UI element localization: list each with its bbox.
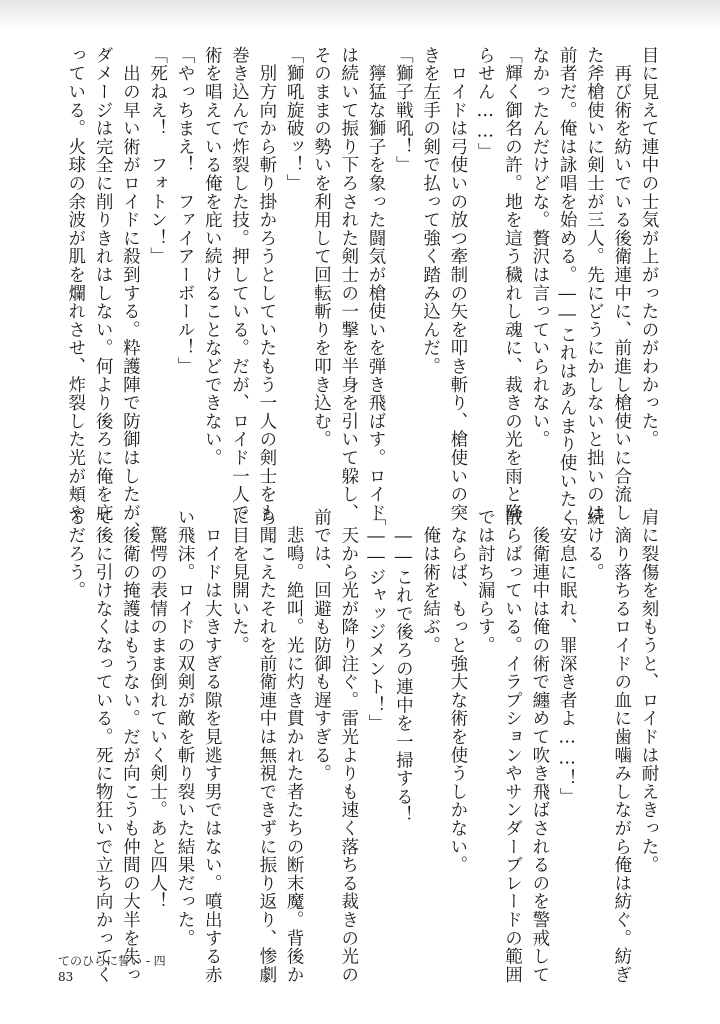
text-column: 術を唱えている俺を庇い続けることなどできない。 bbox=[202, 46, 223, 467]
text-column: 「やっちまえ！ ファイアーボール！」 bbox=[174, 46, 195, 376]
upper-text-block bbox=[61, 46, 662, 541]
text-column: 「獅吼旋破ッ！」 bbox=[284, 46, 305, 193]
text-column: 「輝く御名の許。地を這う穢れし魂に、裁きの光を雨と降 bbox=[502, 46, 523, 522]
footer-book-title: てのひらに誓い - 四 bbox=[58, 954, 166, 968]
text-column: 「――ジャッジメント！」 bbox=[366, 508, 387, 733]
text-column: 獰猛な獅子を象った闘気が槍使いを弾き飛ばす。ロイド bbox=[366, 46, 387, 522]
text-column: 天から光が降り注ぐ。雷光よりも速く落ちる裁きの光の bbox=[338, 508, 359, 984]
page-top-shadow bbox=[0, 0, 720, 30]
text-column: 俺は術を結ぶ。 bbox=[420, 508, 441, 655]
text-column: 「獅子戦吼！」 bbox=[393, 46, 414, 175]
text-column: ――これで後ろの連中を一掃する！ bbox=[393, 508, 414, 825]
text-column: 巻き込んで炸裂した技。押している。だが、ロイド一人で bbox=[229, 46, 250, 522]
text-column: らせん……」 bbox=[475, 46, 496, 161]
text-column: ロイドは大きすぎる隙を見逃す男ではない。噴出する赤 bbox=[202, 508, 223, 984]
text-column: い飛沫。ロイドの双剣が敵を斬り裂いた結果だった。 bbox=[174, 508, 195, 948]
text-column: 出の早い術がロイドに殺到する。粋護陣で防御はしたが、 bbox=[120, 46, 141, 541]
text-column: では討ち漏らす。 bbox=[475, 508, 496, 655]
text-column: 続ける。 bbox=[584, 508, 605, 582]
text-column: そのままの勢いを利用して回転斬りを叩き込む。 bbox=[311, 46, 332, 449]
text-column: 「死ねえ！ フォトン！」 bbox=[147, 46, 168, 266]
text-column: ダメージは完全に削りきれはしない。何より後ろに俺を庇 bbox=[93, 46, 114, 522]
text-column: るだろう。 bbox=[65, 508, 86, 600]
text-column: た斧槍使いに剣士が三人。先にどうにかしないと拙いのは bbox=[584, 46, 605, 522]
text-column: きを左手の剣で払って強く踏み込んだ。 bbox=[420, 46, 441, 376]
text-column: 前では、回避も防御も遅すぎる。 bbox=[311, 508, 332, 783]
text-column: 驚愕の表情のまま倒れていく剣士。あと四人！ bbox=[147, 508, 168, 911]
text-column: 後衛連中は俺の術で纏めて吹き飛ばされるのを警戒して bbox=[529, 508, 550, 984]
text-column: 別方向から斬り掛かろうとしていたもう一人の剣士をも bbox=[256, 46, 277, 522]
text-column: なかったんだけどな。贅沢は言っていられない。 bbox=[529, 46, 550, 449]
text-column: 悲鳴。絶叫。光に灼き貫かれた者たちの断末魔。背後か bbox=[284, 508, 305, 984]
text-column: っている。火球の余波が肌を爛れさせ、炸裂した光が頬や bbox=[65, 46, 86, 522]
text-column: ならば、もっと強大な術を使うしかない。 bbox=[447, 508, 468, 874]
text-column: に目を見開いた。 bbox=[229, 508, 250, 655]
text-column: 目に見えて連中の士気が上がったのがわかった。 bbox=[639, 46, 659, 449]
text-column: ら聞こえたそれを前衛連中は無視できずに振り返り、惨劇 bbox=[256, 508, 277, 984]
text-column: 後衛の掩護はもうない。だが向こうも仲間の大半を失っ bbox=[120, 508, 141, 984]
text-column: て後に引けなくなっている。死に物狂いで立ち向かってく bbox=[93, 508, 114, 984]
page-number: 83 bbox=[58, 970, 74, 984]
text-column: 再び術を紡いでいる後衛連中に、前進し槍使いに合流し bbox=[611, 46, 632, 522]
text-column: は続いて振り下ろされた剣士の一撃を半身を引いて躱し、 bbox=[338, 46, 359, 522]
text-column: 「安息に眠れ、罪深き者よ……！」 bbox=[557, 508, 578, 806]
text-column: 前者だ。俺は詠唱を始める。――これはあんまり使いたく bbox=[557, 46, 578, 527]
text-column: ロイドは弓使いの放つ牽制の矢を叩き斬り、槍使いの突 bbox=[447, 46, 468, 522]
text-column: 滴り落ちるロイドの血に歯噛みしながら俺は紡ぐ。紡ぎ bbox=[611, 508, 632, 984]
text-column: 肩に裂傷を刻もうと、ロイドは耐えきった。 bbox=[639, 508, 659, 874]
text-column: 散らばっている。イラプションやサンダーブレードの範囲 bbox=[502, 508, 523, 984]
